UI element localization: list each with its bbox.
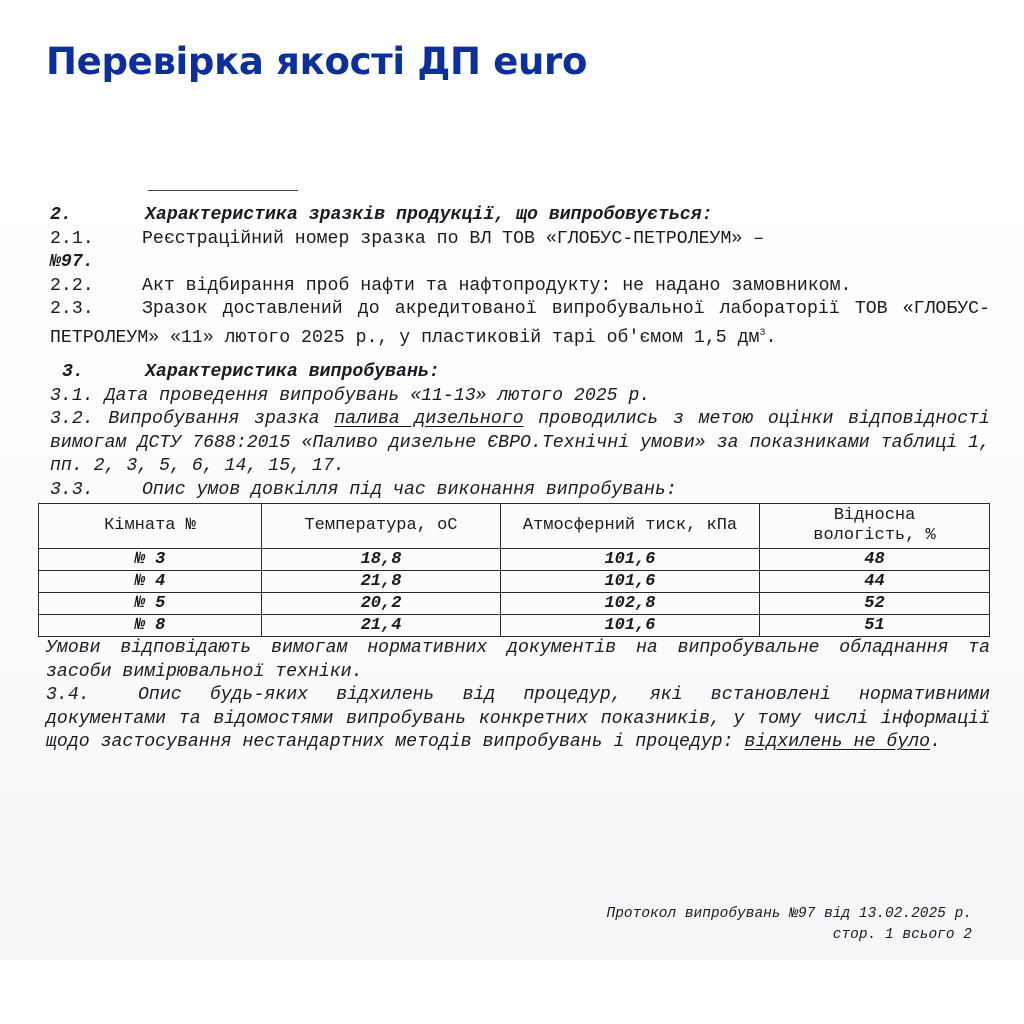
cell-pressure: 101,6	[501, 615, 760, 637]
table-header-row	[39, 504, 990, 549]
item-3-4-result: відхилень не було	[744, 732, 931, 753]
cell-pressure: 102,8	[501, 593, 760, 615]
item-3-4-number: 3.4.	[46, 685, 90, 706]
footer-page-number: стор. 1 всього 2	[832, 927, 972, 943]
item-3-1-number: 3.1.	[50, 385, 94, 406]
section-2-heading: 2. Характеристика зразків продукції, що випробовується:	[50, 204, 990, 228]
item-3-3-text: Опис умов довкілля під час виконання випробувань:	[142, 479, 677, 500]
cell-humidity: 51	[760, 615, 990, 637]
cell-room: № 5	[39, 593, 262, 615]
cell-humidity: 44	[760, 571, 990, 593]
item-2-3-superscript: 3	[759, 327, 766, 339]
item-3-4	[46, 684, 990, 755]
footer-protocol-reference: Протокол випробувань №97 від 13.02.2025 р.	[606, 906, 972, 922]
item-3-1	[50, 385, 990, 409]
item-3-4-end: .	[930, 732, 941, 753]
item-2-1-value: №97.	[50, 252, 94, 272]
header-temperature: Температура, оС	[262, 504, 501, 549]
item-2-3-number: 2.3.	[50, 299, 94, 319]
header-humidity: Відносна вологість, %	[760, 504, 990, 549]
cell-pressure: 101,6	[501, 571, 760, 593]
header-room: Кімната №	[39, 504, 262, 549]
item-3-3	[50, 479, 990, 503]
item-2-3	[50, 298, 990, 350]
item-3-2-text-b: проводились з метою оцінки відповідності вимогам ДСТУ 7688:2015 «Паливо дизельне ЄВРО.Технічні умови» за показниками таблиці 1, пп. 2, 3, 5, 6, 14, 15, 17.	[50, 409, 990, 477]
item-3-2-number: 3.2.	[50, 409, 94, 430]
item-3-2	[50, 408, 990, 479]
table-row	[39, 615, 990, 637]
cell-humidity: 52	[760, 593, 990, 615]
document-footer	[607, 904, 972, 946]
section-2-number: 2.	[50, 205, 72, 225]
cell-temperature: 21,4	[262, 615, 501, 637]
environment-conditions-table	[38, 503, 990, 637]
item-2-3-end: .	[765, 327, 777, 348]
section-3-title: Характеристика випробувань	[145, 362, 429, 383]
cell-pressure: 101,6	[501, 549, 760, 571]
conditions-conclusion: Умови відповідають вимогам нормативних документів на випробувальне обладнання та засоби вимірювальної техніки.	[46, 638, 990, 682]
cell-room: № 8	[39, 615, 262, 637]
cell-room: № 3	[39, 549, 262, 571]
table-row	[39, 571, 990, 593]
item-2-3-text: Зразок доставлений до акредитованої випробувальної лабораторії ТОВ «ГЛОБУС-ПЕТРОЛЕУМ» «11» лютого 2025 р., у пластиковій тарі об'ємом 1,5 дм	[50, 299, 990, 348]
item-2-1-number: 2.1.	[50, 228, 94, 249]
cell-temperature: 21,8	[262, 571, 501, 593]
item-2-2-number: 2.2.	[50, 275, 94, 296]
item-2-2	[50, 275, 990, 299]
item-2-1-text: Реєстраційний номер зразка по ВЛ ТОВ «ГЛОБУС-ПЕТРОЛЕУМ» –	[142, 228, 765, 249]
item-3-4-text: Опис будь-яких відхилень від процедур, які встановлені нормативними документами та відомостями випробувань конкретних показників, у тому числі інформації щодо застосування нестандартних методів випробувань і процедур:	[46, 685, 990, 753]
table-row	[39, 593, 990, 615]
item-3-2-product: палива дизельного	[334, 409, 524, 430]
scan-top-rule	[148, 190, 298, 191]
cell-humidity: 48	[760, 549, 990, 571]
cell-room: № 4	[39, 571, 262, 593]
item-2-2-text: Акт відбирання проб нафти та нафтопродукту: не надано замовником.	[142, 275, 852, 296]
page-headline: Перевірка якості ДП euro	[46, 40, 588, 83]
table-row	[39, 549, 990, 571]
item-3-2-text-a: Випробування зразка	[108, 409, 320, 430]
section-3-number: 3.	[62, 362, 84, 383]
section-2-title: Характеристика зразків продукції, що випробовується	[145, 205, 702, 225]
section-3-heading: 3. Характеристика випробувань:	[50, 361, 990, 385]
item-3-1-text: Дата проведення випробувань «11-13» лютого 2025 р.	[104, 385, 651, 406]
item-2-1	[50, 228, 990, 275]
item-3-3-number: 3.3.	[50, 479, 94, 500]
header-pressure: Атмосферний тиск, кПа	[501, 504, 760, 549]
cell-temperature: 18,8	[262, 549, 501, 571]
protocol-text	[46, 204, 990, 755]
cell-temperature: 20,2	[262, 593, 501, 615]
